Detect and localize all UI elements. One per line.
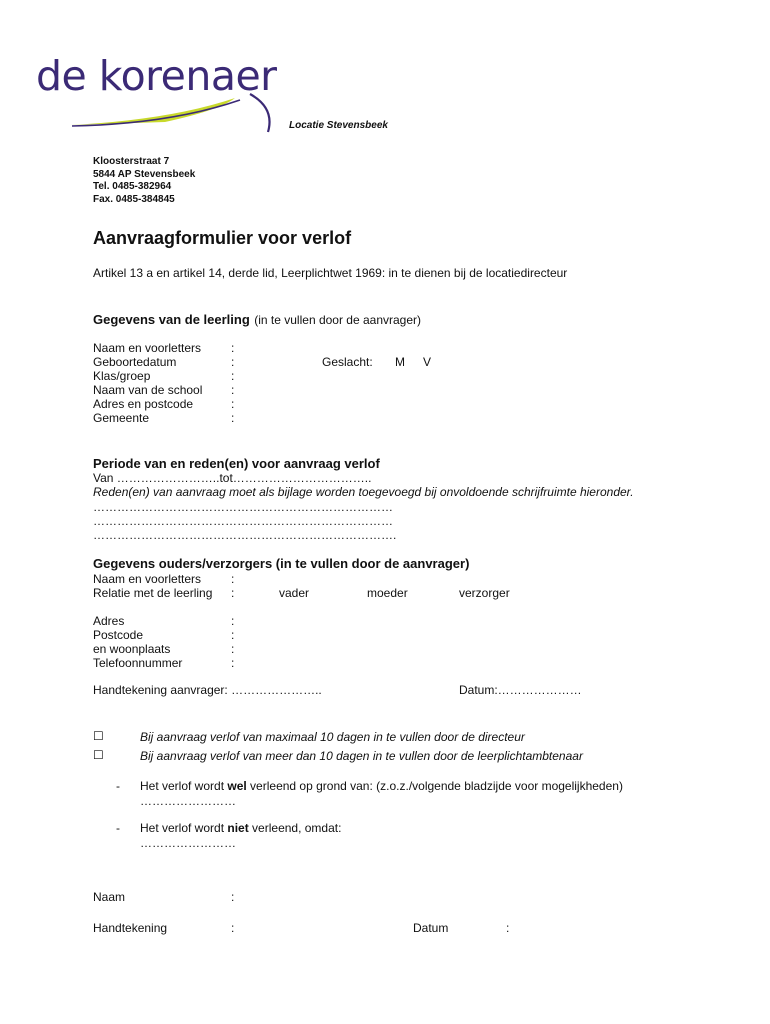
- field-label: Gemeente: [93, 411, 150, 425]
- logo-swoosh: [60, 90, 285, 135]
- bullet-dash: -: [116, 779, 120, 793]
- field-label: Naam van de school: [93, 383, 203, 397]
- field-colon: :: [231, 572, 235, 586]
- field-colon: :: [231, 355, 235, 369]
- page-title: Aanvraagformulier voor verlof: [93, 228, 352, 248]
- denied-statement: [140, 821, 341, 835]
- field-label: Naam en voorletters: [93, 341, 202, 355]
- footer-date-label: Datum: [413, 921, 449, 935]
- field-colon: :: [231, 397, 235, 411]
- relation-moeder-option[interactable]: moeder: [367, 586, 408, 600]
- school-address: [93, 156, 195, 206]
- denied-pre: Het verlof wordt: [140, 821, 228, 835]
- field-label: Geboortedatum: [93, 355, 177, 369]
- footer-name-label: Naam: [93, 890, 126, 904]
- field-colon: :: [231, 656, 235, 670]
- student-heading-note: (in te vullen door de aanvrager): [254, 313, 422, 327]
- granted-bold: wel: [227, 779, 247, 793]
- address-line: Fax. 0485-384845: [93, 193, 175, 205]
- location-label: Locatie Stevensbeek: [289, 120, 388, 131]
- granted-dots[interactable]: ……………………: [140, 794, 236, 808]
- reason-dots[interactable]: [93, 500, 396, 542]
- field-label: Adres: [93, 614, 125, 628]
- period-heading: Periode van en reden(en) voor aanvraag verlof: [93, 456, 380, 471]
- denied-dots[interactable]: ……………………: [140, 836, 236, 850]
- denied-post: verleend, omdat:: [248, 821, 342, 835]
- field-colon: :: [231, 341, 235, 355]
- gender-label: Geslacht:: [322, 355, 373, 369]
- parent-fields: [93, 614, 182, 670]
- checkbox-more-10-days[interactable]: ☐: [93, 748, 104, 762]
- field-label: en woonplaats: [93, 642, 171, 656]
- field-colon: :: [231, 586, 235, 600]
- field-colon: :: [506, 921, 510, 935]
- address-line: Tel. 0485-382964: [93, 181, 172, 192]
- relation-vader-option[interactable]: vader: [279, 586, 310, 600]
- field-colon: :: [231, 411, 235, 425]
- granted-statement: [140, 779, 623, 793]
- period-van-line[interactable]: Van ……………………..tot……………………………..: [93, 471, 372, 485]
- applicant-signature-line[interactable]: Handtekening aanvrager: …………………..: [93, 683, 322, 697]
- field-label: Postcode: [93, 628, 144, 642]
- dotted-line: ………………………………………………………………….: [93, 528, 397, 542]
- field-colon: :: [231, 383, 235, 397]
- field-label: Klas/groep: [93, 369, 151, 383]
- field-label: Adres en postcode: [93, 397, 194, 411]
- field-colon: :: [231, 614, 235, 628]
- granted-pre: Het verlof wordt: [140, 779, 228, 793]
- relation-verzorger-option[interactable]: verzorger: [459, 586, 510, 600]
- field-label: Telefoonnummer: [93, 656, 183, 670]
- parent-name-label: Naam en voorletters: [93, 572, 202, 586]
- gender-m-option[interactable]: M: [395, 355, 405, 369]
- logo-text: de korenaer: [36, 52, 277, 100]
- intro-text: Artikel 13 a en artikel 14, derde lid, Leerplichtwet 1969: in te dienen bij de locatiedirecteur: [93, 266, 568, 280]
- dotted-line: …………………………………………………………………: [93, 500, 393, 514]
- checkbox-max-10-days[interactable]: ☐: [93, 729, 104, 743]
- parent-colons: [231, 614, 234, 670]
- parents-heading: Gegevens ouders/verzorgers (in te vullen door de aanvrager): [93, 556, 470, 571]
- footer-signature-label: Handtekening: [93, 921, 168, 935]
- gender-v-option[interactable]: V: [423, 355, 432, 369]
- address-line: Kloosterstraat 7: [93, 156, 170, 167]
- granted-post: verleend op grond van: (z.o.z./volgende bladzijde voor mogelijkheden): [246, 779, 623, 793]
- field-colon: :: [231, 921, 235, 935]
- field-colon: :: [231, 369, 235, 383]
- denied-bold: niet: [227, 821, 249, 835]
- dotted-line: …………………………………………………………………: [93, 514, 393, 528]
- option-label: Bij aanvraag verlof van meer dan 10 dagen in te vullen door de leerplichtambtenaar: [140, 749, 583, 763]
- student-heading: [93, 311, 421, 329]
- reason-note: Reden(en) van aanvraag moet als bijlage worden toegevoegd bij onvoldoende schrijfruimte hieronder.: [93, 485, 634, 499]
- relation-label: Relatie met de leerling: [93, 586, 213, 600]
- bullet-dash: -: [116, 821, 120, 835]
- field-colon: :: [231, 628, 235, 642]
- applicant-date-line[interactable]: Datum:…………………: [459, 683, 582, 697]
- address-line: 5844 AP Stevensbeek: [93, 168, 196, 180]
- student-colons: [231, 341, 234, 425]
- field-colon: :: [231, 890, 235, 904]
- student-fields: [93, 341, 202, 425]
- field-colon: :: [231, 642, 235, 656]
- student-heading-title: Gegevens van de leerling: [93, 312, 250, 327]
- option-label: Bij aanvraag verlof van maximaal 10 dagen in te vullen door de directeur: [140, 730, 525, 744]
